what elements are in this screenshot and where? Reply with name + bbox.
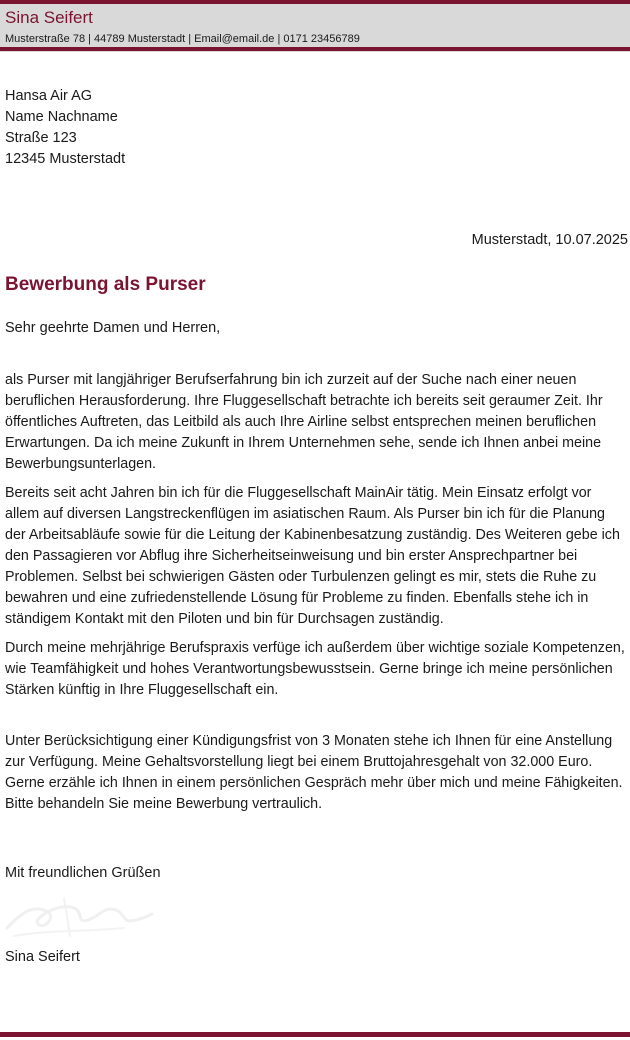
letter-date: Musterstadt, 10.07.2025 [471, 232, 628, 248]
salutation: Sehr geehrte Damen und Herren, [5, 320, 221, 336]
letter-subject: Bewerbung als Purser [5, 274, 206, 295]
body-paragraph: Bereits seit acht Jahren bin ich für die Fluggesellschaft MainAir tätig. Mein Einsatz erfolgt vor allem auf diversen Langstreckenflügen im asiatischen Raum. Als Purser bin ich für die Planung der Arbeitsabläufe sowie für die Leitung der Kabinenbesatzung zuständig. Des Weiteren gebe ich den Passagieren vor Abflug ihre Sicherheitseinweisung und bin erster Ansprechpartner bei Problemen. Selbst bei schwierigen Gästen oder Turbulenzen gelingt es mir, stets die Ruhe zu bewahren und eine zufriedenstellende Lösung für Probleme zu finden. Ebenfalls stehe ich in ständigem Kontakt mit den Piloten und bin für Durchsagen zuständig. [5, 485, 620, 627]
sender-contact-line: Musterstraße 78 | 44789 Musterstadt | Email@email.de | 0171 23456789 [5, 33, 360, 45]
recipient-address [5, 86, 125, 170]
handwritten-signature-icon [4, 890, 154, 945]
letterhead [0, 0, 630, 52]
signed-name: Sina Seifert [5, 949, 80, 965]
recipient-company: Hansa Air AG [5, 88, 93, 104]
sender-name: Sina Seifert [5, 8, 93, 27]
body-paragraph: als Purser mit langjähriger Berufserfahrung bin ich zurzeit auf der Suche nach einer neuen beruflichen Herausforderung. Ihre Fluggesellschaft betrachte ich bereits seit geraumer Zeit. Ihr öffentliches Auftreten, das Leitbild als auch Ihre Airline selbst entsprechen meinen beruflichen Erwartungen. Da ich meine Zukunft in Ihrem Unternehmen sehe, sende ich Ihnen anbei meine Bewerbungsunterlagen. [5, 372, 603, 472]
body-paragraph: Unter Berücksichtigung einer Kündigungsfrist von 3 Monaten stehe ich Ihnen für eine Anstellung zur Verfügung. Meine Gehaltsvorstellung liegt bei einem Bruttojahresgehalt von 32.000 Euro. Gerne erzähle ich Ihnen in einem persönlichen Gespräch mehr über mich und meine Fähigkeiten. Bitte behandeln Sie meine Bewerbung vertraulich. [5, 733, 623, 812]
recipient-contact-person: Name Nachname [5, 109, 118, 125]
letterhead-top-rule [0, 0, 630, 4]
letterhead-bottom-rule [0, 47, 630, 51]
footer-rule [0, 1032, 630, 1037]
recipient-city: 12345 Musterstadt [5, 151, 126, 167]
body-paragraph: Durch meine mehrjährige Berufspraxis verfüge ich außerdem über wichtige soziale Kompetenzen, wie Teamfähigkeit und hohes Verantwortungsbewusstsein. Gerne bringe ich meine persönlichen Stärken künftig in Ihre Fluggesellschaft ein. [5, 640, 625, 698]
recipient-street: Straße 123 [5, 130, 77, 146]
closing-phrase: Mit freundlichen Grüßen [5, 865, 161, 881]
